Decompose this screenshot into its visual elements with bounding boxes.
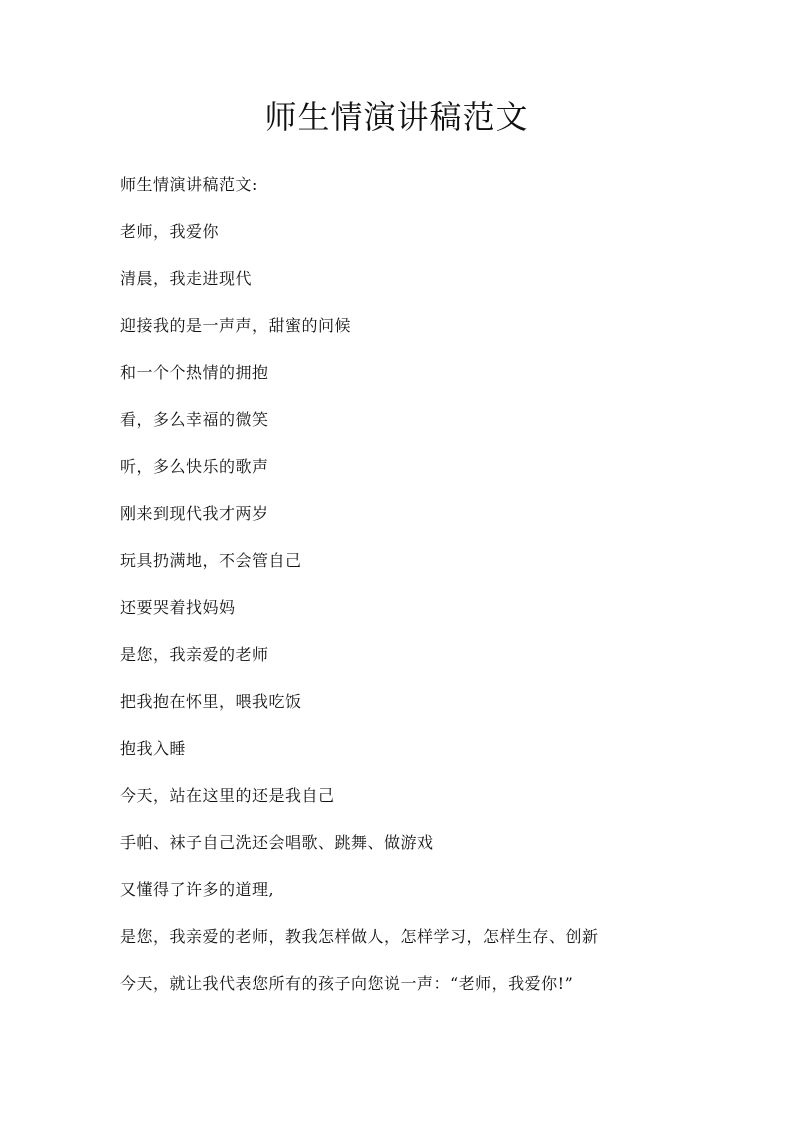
text-line: 又懂得了许多的道理,: [120, 880, 275, 899]
text-line: 清晨，我走进现代: [120, 269, 253, 288]
text-line: 是您，我亲爱的老师，教我怎样做人，怎样学习，怎样生存、创新: [120, 927, 599, 946]
text-line: 今天，站在这里的还是我自己: [120, 786, 335, 805]
text-line: 把我抱在怀里，喂我吃饭: [120, 692, 302, 711]
text-line: 迎接我的是一声声，甜蜜的问候: [120, 316, 352, 335]
text-line: 看，多么幸福的微笑: [120, 410, 269, 429]
text-line: 听，多么快乐的歌声: [120, 457, 269, 476]
text-line: 师生情演讲稿范文:: [120, 175, 258, 194]
text-line: 刚来到现代我才两岁: [120, 504, 269, 523]
text-line: 抱我入睡: [120, 739, 187, 758]
text-line: 今天，就让我代表您所有的孩子向您说一声：“老师，我爱你!”: [120, 974, 574, 993]
text-line: 是您，我亲爱的老师: [120, 645, 269, 664]
text-line: 和一个个热情的拥抱: [120, 363, 269, 382]
text-line: 玩具扔满地，不会管自己: [120, 551, 302, 570]
text-line: 老师，我爱你: [120, 222, 220, 241]
text-line: 还要哭着找妈妈: [120, 598, 236, 617]
document-body: [120, 172, 680, 1018]
text-line: 手帕、袜子自己洗还会唱歌、跳舞、做游戏: [120, 833, 434, 852]
document-title: 师生情演讲稿范文: [264, 98, 529, 136]
